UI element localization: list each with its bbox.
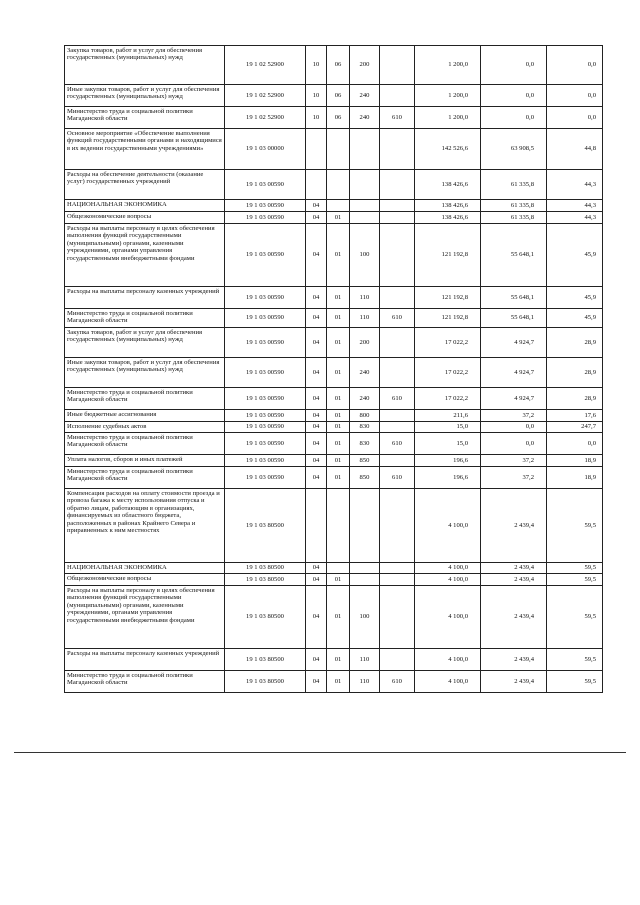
row-plan: 1 200,0 [415, 85, 481, 107]
row-subsection [327, 563, 350, 574]
row-subsection [327, 489, 350, 563]
row-admin-code [380, 212, 415, 224]
row-percent: 59,5 [547, 586, 603, 649]
row-plan: 4 100,0 [415, 489, 481, 563]
row-name: Министерство труда и социальной политики Магаданской области [65, 671, 225, 693]
row-name: Исполнение судебных актов [65, 422, 225, 433]
table-row [65, 388, 603, 410]
row-section: 04 [306, 649, 327, 671]
table-row [65, 170, 603, 200]
row-section: 04 [306, 358, 327, 388]
row-plan: 121 192,8 [415, 224, 481, 287]
row-admin-code [380, 649, 415, 671]
row-name: Компенсация расходов на оплату стоимости проезда и провоза багажа к месту использования отпуска и обратно лицам, работающим в организациях, финансируемых из областного бюджета, расположенных в районах Крайнего Севера и приравненных к ним местностях [65, 489, 225, 563]
row-code: 19 1 03 00590 [225, 212, 306, 224]
row-section: 04 [306, 574, 327, 586]
row-plan: 15,0 [415, 422, 481, 433]
row-fact: 37,2 [481, 467, 547, 489]
row-percent: 247,7 [547, 422, 603, 433]
row-section: 10 [306, 107, 327, 129]
row-section [306, 129, 327, 170]
row-section: 04 [306, 433, 327, 455]
row-fact: 0,0 [481, 107, 547, 129]
row-code: 19 1 02 52900 [225, 46, 306, 85]
row-section: 10 [306, 46, 327, 85]
row-section: 04 [306, 467, 327, 489]
row-name: Иные закупки товаров, работ и услуг для обеспечения государственных (муниципальных) нужд [65, 358, 225, 388]
table-row [65, 467, 603, 489]
row-subsection: 01 [327, 287, 350, 309]
row-code: 19 1 03 80500 [225, 649, 306, 671]
row-plan: 4 100,0 [415, 563, 481, 574]
row-name: Расходы на обеспечение деятельности (оказание услуг) государственных учреждений [65, 170, 225, 200]
row-plan: 17 022,2 [415, 328, 481, 358]
table-row [65, 422, 603, 433]
row-section: 04 [306, 422, 327, 433]
row-fact: 61 335,8 [481, 200, 547, 212]
row-fact: 2 439,4 [481, 574, 547, 586]
row-percent: 28,9 [547, 388, 603, 410]
footer-divider [14, 752, 626, 753]
row-name: НАЦИОНАЛЬНАЯ ЭКОНОМИКА [65, 200, 225, 212]
row-name: Закупка товаров, работ и услуг для обеспечения государственных (муниципальных) нужд [65, 46, 225, 85]
row-percent: 59,5 [547, 574, 603, 586]
row-admin-code [380, 200, 415, 212]
row-percent: 0,0 [547, 85, 603, 107]
row-percent: 28,9 [547, 328, 603, 358]
row-name: Министерство труда и социальной политики Магаданской области [65, 433, 225, 455]
row-code: 19 1 03 00000 [225, 129, 306, 170]
row-percent: 59,5 [547, 489, 603, 563]
row-name: Министерство труда и социальной политики Магаданской области [65, 309, 225, 328]
row-admin-code [380, 170, 415, 200]
row-code: 19 1 03 00590 [225, 358, 306, 388]
table-row [65, 358, 603, 388]
row-name: Расходы на выплаты персоналу казенных учреждений [65, 287, 225, 309]
row-section: 04 [306, 586, 327, 649]
row-section: 04 [306, 200, 327, 212]
row-code: 19 1 03 80500 [225, 489, 306, 563]
row-expense-type: 100 [350, 224, 380, 287]
row-expense-type: 110 [350, 287, 380, 309]
row-subsection [327, 200, 350, 212]
row-expense-type: 850 [350, 467, 380, 489]
table-row [65, 107, 603, 129]
row-name: Министерство труда и социальной политики Магаданской области [65, 388, 225, 410]
row-expense-type: 200 [350, 46, 380, 85]
row-expense-type: 850 [350, 455, 380, 467]
row-name: Иные бюджетные ассигнования [65, 410, 225, 422]
row-subsection: 01 [327, 309, 350, 328]
row-plan: 121 192,8 [415, 309, 481, 328]
row-name: Закупка товаров, работ и услуг для обеспечения государственных (муниципальных) нужд [65, 328, 225, 358]
row-expense-type: 240 [350, 388, 380, 410]
row-section [306, 489, 327, 563]
row-expense-type: 240 [350, 358, 380, 388]
row-plan: 4 100,0 [415, 586, 481, 649]
row-code: 19 1 03 00590 [225, 224, 306, 287]
table-row [65, 287, 603, 309]
row-percent: 17,6 [547, 410, 603, 422]
row-section: 04 [306, 563, 327, 574]
table-row [65, 328, 603, 358]
row-section: 04 [306, 455, 327, 467]
row-fact: 2 439,4 [481, 563, 547, 574]
row-expense-type [350, 200, 380, 212]
row-percent: 44,3 [547, 200, 603, 212]
row-fact: 55 648,1 [481, 287, 547, 309]
row-fact: 2 439,4 [481, 649, 547, 671]
row-expense-type: 800 [350, 410, 380, 422]
row-plan: 4 100,0 [415, 671, 481, 693]
row-code: 19 1 02 52900 [225, 107, 306, 129]
table-row [65, 489, 603, 563]
row-percent: 59,5 [547, 671, 603, 693]
row-name: Основное мероприятие «Обеспечение выполнения функций государственными органами и находящимися в их ведении государственными учреждениями» [65, 129, 225, 170]
table-row [65, 574, 603, 586]
row-plan: 211,6 [415, 410, 481, 422]
row-plan: 17 022,2 [415, 358, 481, 388]
row-subsection: 01 [327, 467, 350, 489]
budget-sheet [64, 45, 602, 693]
row-admin-code [380, 574, 415, 586]
row-expense-type: 240 [350, 107, 380, 129]
row-plan: 121 192,8 [415, 287, 481, 309]
row-percent: 0,0 [547, 433, 603, 455]
row-fact: 0,0 [481, 433, 547, 455]
table-row [65, 200, 603, 212]
row-plan: 4 100,0 [415, 574, 481, 586]
table-row [65, 563, 603, 574]
row-admin-code [380, 328, 415, 358]
row-subsection: 01 [327, 388, 350, 410]
row-section: 04 [306, 224, 327, 287]
row-admin-code: 610 [380, 671, 415, 693]
row-plan: 196,6 [415, 467, 481, 489]
row-percent: 45,9 [547, 287, 603, 309]
row-percent: 0,0 [547, 107, 603, 129]
row-section: 04 [306, 212, 327, 224]
row-name: Иные закупки товаров, работ и услуг для обеспечения государственных (муниципальных) нужд [65, 85, 225, 107]
row-admin-code [380, 129, 415, 170]
row-name: НАЦИОНАЛЬНАЯ ЭКОНОМИКА [65, 563, 225, 574]
row-subsection: 01 [327, 433, 350, 455]
row-admin-code [380, 489, 415, 563]
row-fact: 2 439,4 [481, 586, 547, 649]
row-percent: 45,9 [547, 224, 603, 287]
row-admin-code [380, 422, 415, 433]
row-admin-code: 610 [380, 388, 415, 410]
row-subsection: 01 [327, 212, 350, 224]
row-section: 04 [306, 671, 327, 693]
row-subsection: 06 [327, 107, 350, 129]
row-name: Министерство труда и социальной политики Магаданской области [65, 467, 225, 489]
row-subsection: 01 [327, 574, 350, 586]
row-expense-type: 100 [350, 586, 380, 649]
table-row [65, 212, 603, 224]
row-code: 19 1 03 80500 [225, 563, 306, 574]
row-name: Общеэкономические вопросы [65, 212, 225, 224]
row-subsection: 01 [327, 358, 350, 388]
row-section: 04 [306, 388, 327, 410]
row-subsection: 01 [327, 224, 350, 287]
row-admin-code: 610 [380, 433, 415, 455]
row-percent: 0,0 [547, 46, 603, 85]
row-fact: 0,0 [481, 46, 547, 85]
row-expense-type: 110 [350, 649, 380, 671]
row-percent: 28,9 [547, 358, 603, 388]
table-row [65, 586, 603, 649]
row-admin-code: 610 [380, 467, 415, 489]
row-plan: 196,6 [415, 455, 481, 467]
row-code: 19 1 03 00590 [225, 328, 306, 358]
row-plan: 1 200,0 [415, 46, 481, 85]
row-section: 04 [306, 328, 327, 358]
row-name: Расходы на выплаты персоналу в целях обеспечения выполнения функций государственными (муниципальными) органами, казенными учреждениями, органами управления государственными внебюджетными фондами [65, 224, 225, 287]
row-admin-code [380, 455, 415, 467]
row-fact: 0,0 [481, 85, 547, 107]
row-subsection: 01 [327, 649, 350, 671]
table-row [65, 433, 603, 455]
row-admin-code [380, 224, 415, 287]
row-name: Министерство труда и социальной политики Магаданской области [65, 107, 225, 129]
row-plan: 138 426,6 [415, 212, 481, 224]
row-fact: 37,2 [481, 455, 547, 467]
row-plan: 4 100,0 [415, 649, 481, 671]
row-admin-code [380, 287, 415, 309]
row-admin-code [380, 85, 415, 107]
row-plan: 138 426,6 [415, 200, 481, 212]
row-plan: 142 526,6 [415, 129, 481, 170]
budget-table-body [65, 46, 603, 693]
row-name: Расходы на выплаты персоналу в целях обеспечения выполнения функций государственными (муниципальными) органами, казенными учреждениями, органами управления государственными внебюджетными фондами [65, 586, 225, 649]
row-percent: 44,8 [547, 129, 603, 170]
row-section: 04 [306, 309, 327, 328]
row-admin-code [380, 586, 415, 649]
row-fact: 55 648,1 [481, 309, 547, 328]
table-row [65, 455, 603, 467]
row-name: Общеэкономические вопросы [65, 574, 225, 586]
row-code: 19 1 03 00590 [225, 200, 306, 212]
row-section [306, 170, 327, 200]
row-expense-type: 830 [350, 422, 380, 433]
table-row [65, 224, 603, 287]
row-code: 19 1 03 00590 [225, 455, 306, 467]
row-name: Уплата налогов, сборов и иных платежей [65, 455, 225, 467]
row-fact: 4 924,7 [481, 328, 547, 358]
row-code: 19 1 03 80500 [225, 671, 306, 693]
row-subsection: 01 [327, 671, 350, 693]
row-expense-type: 200 [350, 328, 380, 358]
table-row [65, 410, 603, 422]
row-plan: 1 200,0 [415, 107, 481, 129]
table-row [65, 129, 603, 170]
row-subsection: 06 [327, 46, 350, 85]
row-fact: 55 648,1 [481, 224, 547, 287]
row-expense-type [350, 129, 380, 170]
row-expense-type [350, 574, 380, 586]
row-percent: 45,9 [547, 309, 603, 328]
row-code: 19 1 03 00590 [225, 410, 306, 422]
table-row [65, 309, 603, 328]
row-fact: 2 439,4 [481, 671, 547, 693]
row-percent: 18,9 [547, 455, 603, 467]
row-admin-code [380, 46, 415, 85]
row-code: 19 1 02 52900 [225, 85, 306, 107]
row-plan: 138 426,6 [415, 170, 481, 200]
row-code: 19 1 03 00590 [225, 287, 306, 309]
table-row [65, 671, 603, 693]
row-admin-code [380, 563, 415, 574]
row-expense-type [350, 212, 380, 224]
row-percent: 59,5 [547, 563, 603, 574]
table-row [65, 85, 603, 107]
row-code: 19 1 03 80500 [225, 586, 306, 649]
row-name: Расходы на выплаты персоналу казенных учреждений [65, 649, 225, 671]
row-fact: 0,0 [481, 422, 547, 433]
row-fact: 4 924,7 [481, 388, 547, 410]
row-code: 19 1 03 80500 [225, 574, 306, 586]
row-percent: 18,9 [547, 467, 603, 489]
row-admin-code: 610 [380, 309, 415, 328]
row-fact: 61 335,8 [481, 212, 547, 224]
row-fact: 63 908,5 [481, 129, 547, 170]
row-code: 19 1 03 00590 [225, 388, 306, 410]
row-code: 19 1 03 00590 [225, 467, 306, 489]
row-subsection: 06 [327, 85, 350, 107]
row-expense-type [350, 563, 380, 574]
row-admin-code [380, 358, 415, 388]
row-subsection [327, 129, 350, 170]
row-section: 04 [306, 410, 327, 422]
row-expense-type: 110 [350, 671, 380, 693]
row-subsection: 01 [327, 586, 350, 649]
row-fact: 2 439,4 [481, 489, 547, 563]
row-expense-type: 830 [350, 433, 380, 455]
row-percent: 44,3 [547, 212, 603, 224]
row-expense-type [350, 170, 380, 200]
row-code: 19 1 03 00590 [225, 170, 306, 200]
table-row [65, 649, 603, 671]
row-code: 19 1 03 00590 [225, 422, 306, 433]
row-subsection: 01 [327, 422, 350, 433]
row-section: 04 [306, 287, 327, 309]
row-code: 19 1 03 00590 [225, 433, 306, 455]
row-expense-type [350, 489, 380, 563]
row-subsection: 01 [327, 410, 350, 422]
row-subsection: 01 [327, 328, 350, 358]
row-code: 19 1 03 00590 [225, 309, 306, 328]
row-expense-type: 240 [350, 85, 380, 107]
row-admin-code: 610 [380, 107, 415, 129]
row-plan: 15,0 [415, 433, 481, 455]
table-row [65, 46, 603, 85]
row-admin-code [380, 410, 415, 422]
row-subsection: 01 [327, 455, 350, 467]
budget-table [64, 45, 603, 693]
row-subsection [327, 170, 350, 200]
row-percent: 44,3 [547, 170, 603, 200]
row-fact: 4 924,7 [481, 358, 547, 388]
row-percent: 59,5 [547, 649, 603, 671]
row-expense-type: 110 [350, 309, 380, 328]
row-fact: 61 335,8 [481, 170, 547, 200]
row-fact: 37,2 [481, 410, 547, 422]
row-section: 10 [306, 85, 327, 107]
row-plan: 17 022,2 [415, 388, 481, 410]
